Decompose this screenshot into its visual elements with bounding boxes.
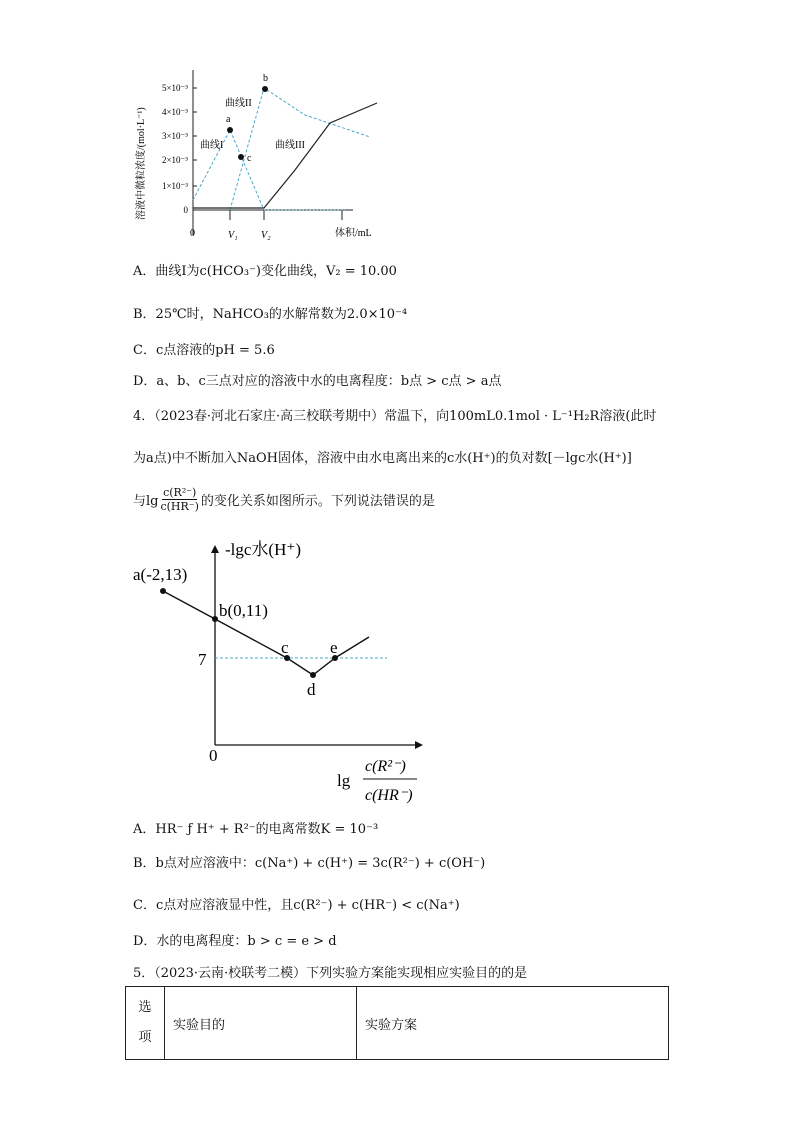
q4-option-a: A．HR⁻ ƒ H⁺ + R²⁻的电离常数K = 10⁻³ [133, 822, 379, 837]
point-c-label: c [247, 153, 252, 164]
point-e-label: e [330, 638, 338, 657]
curve-1-label: 曲线I [200, 140, 224, 151]
q5-header-plan: 实验方案 [357, 987, 669, 1060]
q3-option-a: A．曲线I为c(HCO₃⁻)变化曲线，V₂ = 10.00 [133, 264, 397, 279]
point-b-label: b [263, 73, 268, 84]
graph-water-ionization [125, 535, 425, 815]
point-d-label: d [307, 680, 316, 699]
graph1-ytick: 3×10⁻³ [161, 131, 188, 141]
graph2-xlabel-num: c(R²⁻) [365, 758, 406, 775]
point-a [160, 588, 166, 594]
q5-header-purpose: 实验目的 [165, 987, 357, 1060]
q4-frac-den: c(HR⁻) [160, 500, 199, 513]
graph2-xlabel-prefix: lg [337, 771, 351, 790]
q4-option-d: D．水的电离程度：b > c = e > d [133, 934, 337, 949]
point-d [310, 672, 316, 678]
curve-3-label: 曲线III [275, 140, 305, 151]
point-b [262, 86, 268, 92]
graph1-xtick-0: 0 [190, 228, 195, 239]
point-c-label: c [281, 638, 289, 657]
q3-option-d: D．a、b、c三点对应的溶液中水的电离程度：b点 > c点 > a点 [133, 374, 502, 389]
q4-lg-prefix: 与lg [133, 494, 159, 509]
graph1-xtick-v2: V₂ [261, 230, 271, 241]
point-b-label: b(0,11) [219, 601, 268, 620]
graph1-xtick-volume: 体积/mL [335, 228, 372, 239]
graph1-ytick: 2×10⁻³ [161, 155, 188, 165]
y7-label: 7 [198, 650, 207, 669]
point-a [227, 127, 233, 133]
q4-stem-tail: 的变化关系如图所示。下列说法错误的是 [200, 494, 435, 509]
point-a-label: a(-2,13) [133, 565, 188, 584]
q5-stem: 5．（2023·云南·校联考二模）下列实验方案能实现相应实验目的的是 [133, 966, 528, 981]
q4-stem-line3 [133, 486, 435, 513]
q4-stem-line1: 4．（2023春·河北石家庄·高三校联考期中）常温下，向100mL0.1mol · L⁻¹H₂R溶液(此时 [133, 409, 657, 424]
q3-option-b: B．25℃时，NaHCO₃的水解常数为2.0×10⁻⁴ [133, 307, 408, 322]
q4-frac-num: c(R²⁻) [163, 486, 197, 499]
point-c [238, 154, 244, 160]
graph1-ytick: 1×10⁻³ [161, 181, 188, 191]
graph2-xlabel-den: c(HR⁻) [365, 787, 413, 804]
graph1-ytick: 0 [183, 205, 188, 215]
graph1-ytick: 4×10⁻³ [161, 107, 188, 117]
graph1-ytick: 5×10⁻³ [161, 83, 188, 93]
q4-option-b: B．b点对应溶液中：c(Na⁺) + c(H⁺) = 3c(R²⁻) + c(OH⁻) [133, 856, 486, 871]
graph1-ylabel: 溶液中微粒浓度/(mol·L⁻¹) [136, 107, 147, 220]
curve-3 [193, 103, 377, 208]
q3-option-c: C．c点溶液的pH = 5.6 [133, 343, 275, 358]
curve-2-label: 曲线II [225, 98, 252, 109]
point-a-label: a [226, 114, 231, 125]
graph1-xtick-v1: V₁ [228, 230, 238, 241]
graph2-ylabel: -lgc水(H⁺) [225, 540, 302, 559]
origin-label: 0 [209, 746, 218, 765]
graph-concentration [130, 60, 390, 245]
point-b [212, 616, 218, 622]
q5-table [125, 986, 669, 1060]
q5-header-option: 选项 [126, 987, 165, 1060]
q4-option-c: C．c点对应溶液显中性，且c(R²⁻) + c(HR⁻) < c(Na⁺) [133, 898, 460, 913]
q4-stem-line2: 为a点)中不断加入NaOH固体，溶液中由水电离出来的c水(H⁺)的负对数[－lgc水(H⁺)] [133, 451, 632, 466]
